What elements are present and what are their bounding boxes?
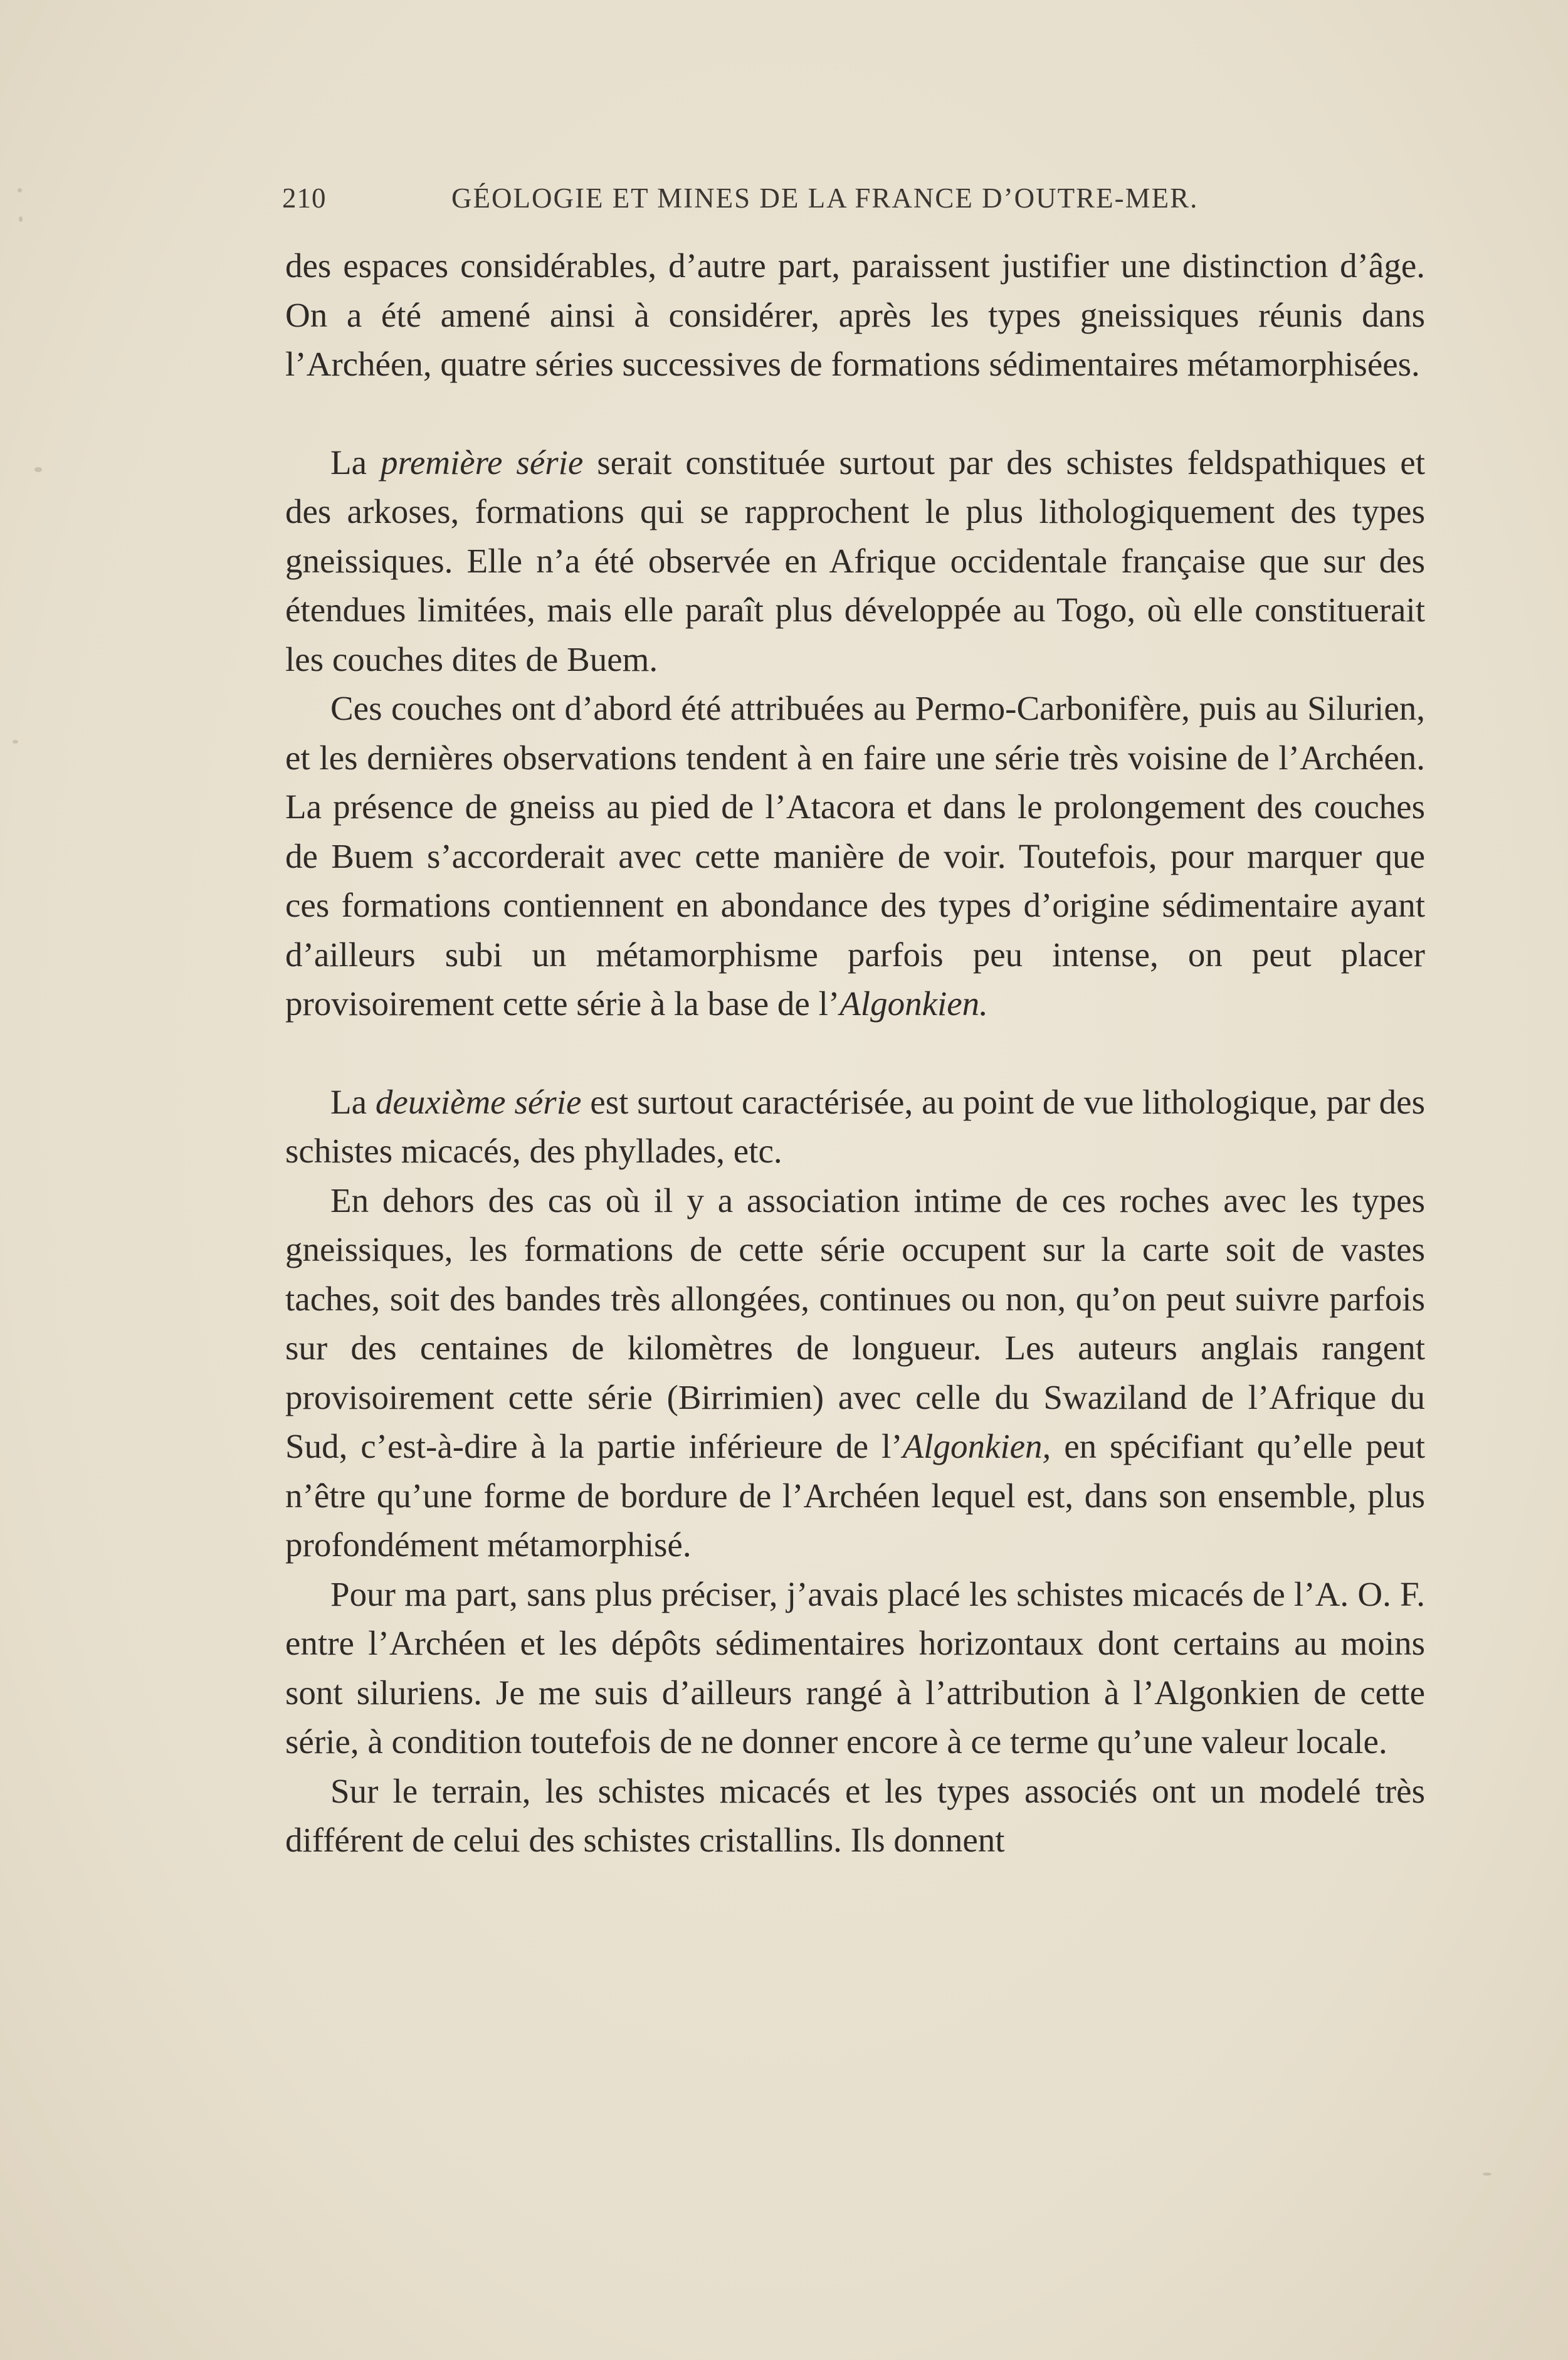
italic-term: Algonkien, — [902, 1427, 1051, 1465]
margin-speck — [13, 740, 18, 744]
paragraph-text: des espaces considérables, d’autre part, paraissent justifier une distinction d’âge. On a été amené ainsi à considérer, après les types gneissiques réunis dans l’Archéen, quatre séries successives de formations sédimentaires métamorphisées. — [285, 246, 1425, 383]
page-number: 210 — [282, 182, 327, 214]
paragraph-text: Sur le terrain, les schistes micacés et les types associés ont un modelé très différent de celui des schistes cristallins. Ils donnent — [285, 1771, 1425, 1859]
paragraph-text: En dehors des cas où il y a association intime de ces roches avec les types gneissiques, les formations de cette série occupent sur la carte soit de vastes taches, soit des bandes très allongées, continues ou non, qu’on peut suivre parfois sur des centaines de kilomètres de longueur. Les auteurs anglais rangent provisoirement cette série (Birrimien) avec celle du Swaziland de l’Afrique du Sud, c’est-à-dire à la partie inférieure de l’ — [285, 1181, 1425, 1465]
margin-speck — [19, 216, 23, 222]
paragraph-text: est surtout caractérisée, au point de vue lithologique, par des schistes micacés, des phyllades, etc. — [285, 1082, 1425, 1170]
italic-term: deuxième série — [375, 1082, 582, 1121]
paragraph-text: La — [330, 1082, 376, 1121]
margin-speck — [1483, 2173, 1492, 2176]
margin-speck — [18, 188, 22, 192]
italic-term: première série — [380, 443, 584, 482]
paragraph-couches — [285, 684, 1425, 1029]
body-text — [285, 241, 1425, 1865]
paragraph-pour-ma-part — [285, 1570, 1425, 1767]
paragraph-text: en spécifiant qu’elle peut n’être qu’une forme de bordure de l’Archéen lequel est, dans son ensemble, plus profondément métamorphisé. — [285, 1427, 1425, 1564]
italic-term: Algonkien. — [839, 984, 988, 1023]
paragraph-text: Pour ma part, sans plus préciser, j’avais placé les schistes micacés de l’A. O. F. entre l’Archéen et les dépôts sédimentaires horizontaux dont certains au moins sont siluriens. Je me suis d’ailleurs rangé à l’attribution à l’Algonkien de cette série, à condition toutefois de ne donner encore à ce terme qu’une valeur locale. — [285, 1574, 1425, 1761]
paragraph-text: Ces couches ont d’abord été attribuées au Permo-Carbonifère, puis au Silurien, et les dernières observations tendent à en faire une série très voisine de l’Archéen. La présence de gneiss au pied de l’Atacora et dans le prolongement des couches de Buem s’accorderait avec cette manière de voir. Toutefois, pour marquer que ces formations contiennent en abondance des types d’origine sédimentaire ayant d’ailleurs subi un métamorphisme parfois peu intense, on peut placer provisoirement cette série à la base de l’ — [285, 689, 1425, 1023]
paragraph-sur-le-terrain — [285, 1767, 1425, 1865]
paragraph-text: La — [330, 443, 381, 482]
paragraph-premiere-serie — [285, 438, 1425, 685]
margin-speck — [34, 467, 42, 472]
page-header — [282, 176, 1411, 219]
paragraph-en-dehors — [285, 1176, 1425, 1570]
paragraph-continuation — [285, 241, 1425, 389]
paragraph-deuxieme-serie — [285, 1078, 1425, 1176]
running-title: GÉOLOGIE ET MINES DE LA FRANCE D’OUTRE-MER. — [451, 182, 1199, 214]
paragraph-text: serait constituée surtout par des schistes feldspathiques et des arkoses, formations qui se rapprochent le plus lithologiquement des types gneissiques. Elle n’a été observée en Afrique occidentale française que sur des étendues limitées, mais elle paraît plus développée au Togo, où elle constituerait les couches dites de Buem. — [285, 443, 1425, 678]
